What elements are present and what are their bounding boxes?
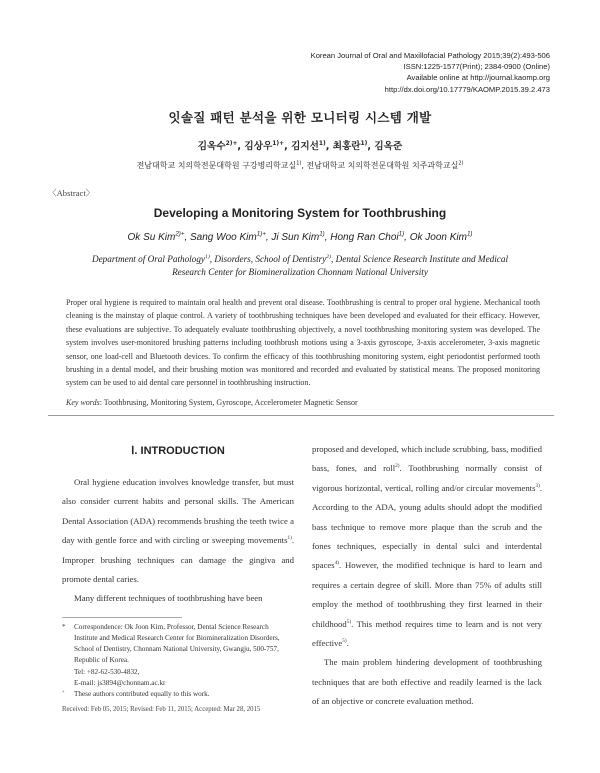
affil-sup: 1) xyxy=(296,160,302,167)
author-sup: 1) xyxy=(360,139,368,147)
correspondence-text: Correspondence: Ok Joon Kim, Professor, Dental Science Research Institute and Medical Research Center for Biomineralization Disorders, School of Dentistry, Chonnam National University, Gwangju, 500-757, Republic of Korea. xyxy=(74,622,280,665)
equal-contribution-text: These authors contributed equally to this work. xyxy=(74,690,210,699)
author-sup: 2)+ xyxy=(175,230,185,238)
footnote-email[interactable]: E-mail: js3894@chonnam.ac.kr xyxy=(74,678,166,687)
citation-ref[interactable]: 3) xyxy=(535,482,540,489)
journal-url[interactable]: Available online at http://journal.kaomp.org xyxy=(406,73,550,83)
intro-paragraph-2: Many different techniques of toothbrushing have been xyxy=(74,593,263,604)
section-title: Ⅰ. INTRODUCTION xyxy=(131,445,225,457)
right-column xyxy=(312,440,542,712)
citation-ref[interactable]: 4) xyxy=(334,560,340,567)
korean-affil-1: 전남대학교 치의학전문대학원 구강병리학교실 xyxy=(136,161,297,170)
korean-author: 김상우 xyxy=(244,141,273,152)
korean-author: 김지선 xyxy=(291,141,319,152)
footnote-tel: Tel: +82-62-530-4832, xyxy=(74,667,140,676)
english-author: Hong Ran Choi xyxy=(330,232,399,243)
citation-ref[interactable]: 2) xyxy=(395,463,400,470)
received-dates: Received: Feb 05, 2015; Revised: Feb 11, 2015; Accepted: Mar 28, 2015 xyxy=(62,706,261,714)
affil-sup: 1) xyxy=(205,253,210,260)
footnote-marker: + xyxy=(62,688,65,694)
english-author: Ok Su Kim xyxy=(127,232,176,243)
author-sup: 1) xyxy=(398,230,405,238)
citation-ref[interactable]: 5) xyxy=(346,618,352,625)
korean-author: 최홍란 xyxy=(332,141,361,152)
korean-affil-2: 전남대학교 치의학전문대학원 치주과학교실 xyxy=(306,161,459,170)
korean-author: 김옥수 xyxy=(197,141,226,152)
author-sup: 2)+ xyxy=(225,139,238,147)
english-author: Ok Joon Kim xyxy=(409,232,467,243)
journal-citation: Korean Journal of Oral and Maxillofacial Pathology 2015;39(2):493-506 xyxy=(310,51,550,60)
english-author: Sang Woo Kim xyxy=(190,232,257,243)
abstract-body: Proper oral hygiene is required to maintain oral health and prevent oral disease. Toothbrushing is central to proper oral hygiene. Mechanical tooth cleaning is the mainstay of plaque control. A variety of toothbrushing techniques have been developed and evaluated for their efficacy. However, these evaluations are subjective. To adequately evaluate toothbrushing objectively, a novel toothbrushing monitoring system was developed. The system involves user-monitored brushing patterns including toothbrush motions using a 3-axis gyroscope, 3-axis accelerometer, 3-axis magnetic sensor, one load-cell and Bluetooth devices. To confirm the efficacy of this toothbrushing monitoring system, eight periodontist performed tooth brushing in a dental model, and their brushing motion was monitored and recorded and evaluated by statistical means. The proposed monitoring system can be used to aid dental care personnel in toothbrushing instruction. xyxy=(66,298,540,388)
english-affil-b: , Disorders, School of Dentistry xyxy=(209,254,327,264)
korean-author: 김옥준 xyxy=(374,141,403,152)
abstract-label: 〈Abstract〉 xyxy=(48,188,95,198)
english-author: Ji Sun Kim xyxy=(271,232,320,243)
correspondence-footnote xyxy=(62,622,294,689)
keywords-text: : Toothbrusing, Monitoring System, Gyroscope, Accelerometer Magnetic Sensor xyxy=(99,398,358,407)
intro-paragraph-4: The main problem hindering development of toothbrushing techniques that are both effective and readily learned is the lack of an objective or concrete evaluation method. xyxy=(312,657,542,707)
author-sup: 1) xyxy=(318,139,326,147)
english-affil-line2: Research Center for Biomineralization Chonnam National University xyxy=(172,267,428,277)
journal-header xyxy=(150,50,550,95)
english-affil-a: Department of Oral Pathology xyxy=(91,254,205,264)
keywords-label: Key words xyxy=(66,398,100,407)
intro-paragraph-1: Oral hygiene education involves knowledge transfer, but must also consider current habits and personal skills. The American Dental Association (ADA) recommends brushing the teeth twice a day with gentle force and with circling or sweeping movements$^{1)}$. Improper brushing techniques can damage the gingiva and promote dental caries. xyxy=(62,477,294,585)
section-divider xyxy=(48,415,554,416)
english-affiliation xyxy=(60,253,540,279)
journal-doi[interactable]: http://dx.doi.org/10.17779/KAOMP.2015.39.2.473 xyxy=(384,84,550,94)
affil-sup: 2) xyxy=(458,160,464,167)
author-sup: 1) xyxy=(466,230,473,238)
korean-authors: 김옥수$^{2)+}$, 김상우$^{1)+}$, 김지선$^{1)}$, 최홍란$^{1)}$, 김옥준 xyxy=(197,139,403,152)
left-column xyxy=(62,440,294,715)
english-title: Developing a Monitoring System for Toothbrushing xyxy=(153,206,447,220)
english-affil-c: , Dental Science Research Institute and Medical xyxy=(331,254,509,264)
footnotes xyxy=(62,622,294,716)
author-sup: 1) xyxy=(319,230,325,238)
author-sup: 1)+ xyxy=(272,139,285,147)
author-sup: 1)+ xyxy=(256,230,266,238)
equal-contribution-footnote xyxy=(62,689,294,700)
footnote-rule xyxy=(62,617,182,618)
korean-affiliation: 전남대학교 치의학전문대학원 구강병리학교실$^{1)}$, 전남대학교 치의학전문대학원 치주과학교실$^{2)}$ xyxy=(136,160,464,170)
keywords xyxy=(66,397,540,409)
affil-sup: 2) xyxy=(326,253,332,260)
intro-paragraph-3: proposed and developed, which include scrubbing, bass, modified bass, fones, and roll$^{2)}$. Toothbrushing normally consist of vigorous horizontal, vertical, rolling and/or circular movements$^{3)}$. According to the ADA, young adults should adopt the modified bass technique to remove more plaque than the scrub and the fones techniques, especially in dental sulci and interdental spaces$^{4)}$. However, the modified technique is hard to learn and requires a certain degree of skill. More than 75% of adults still employ the method of toothbrushing they first learned in their childhood$^{5)}$. This method requires time to learn and is not very effective$^{5)}$. xyxy=(312,444,542,649)
citation-ref[interactable]: 1) xyxy=(287,535,292,542)
footnote-marker: * xyxy=(62,622,66,631)
korean-title: 잇솔질 패턴 분석을 위한 모니터링 시스템 개발 xyxy=(168,110,432,125)
english-authors: Ok Su Kim$^{2)+}$, Sang Woo Kim$^{1)+}$, Ji Sun Kim$^{1)}$, Hong Ran Choi$^{1)}$, Ok Joon Kim$^{1)}$ xyxy=(127,230,473,243)
citation-ref[interactable]: 5) xyxy=(342,638,347,645)
journal-issn: ISSN:1225-1577(Print); 2384-0900 (Online) xyxy=(403,62,550,72)
